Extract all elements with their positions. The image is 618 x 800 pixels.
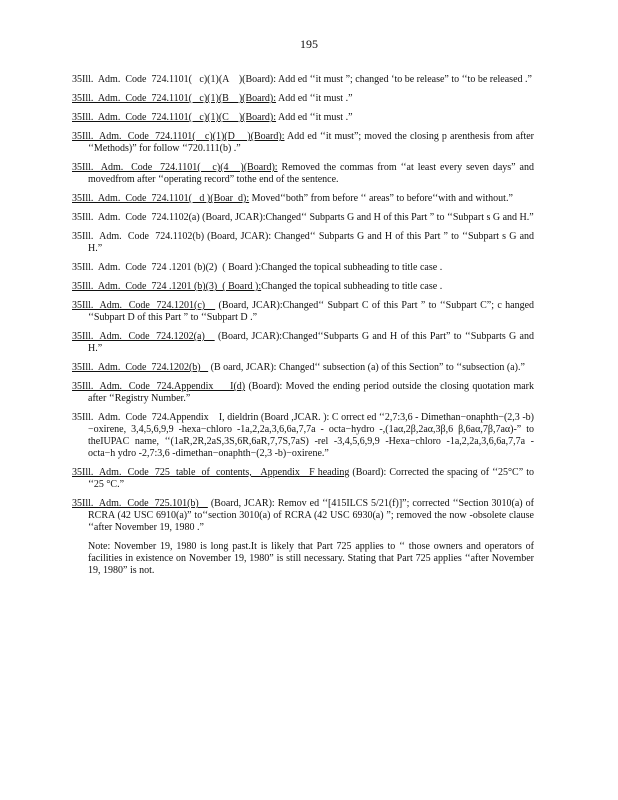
- amendment-text: (Board): Moved the ending period outside the closing quotation mark after ‘‘Registry Number.”: [88, 381, 535, 404]
- amendment-entry: [72, 262, 534, 274]
- code-citation: 35Ill. Adm. Code 724.1202(a): [72, 331, 215, 342]
- amendment-entry: [72, 412, 534, 460]
- code-citation: 35Ill. Adm. Code 724 .1201 (b)(2) ( Board ):: [72, 262, 262, 273]
- amendment-text: (Board, JCAR):Changed‘‘ Subpart C of this Part ” to ‘‘Subpart C”; c hanged ‘‘Subpart D of this Part ” to ‘‘Subpart D .”: [88, 300, 535, 323]
- amendment-text: (Board): Corrected the spacing of ‘‘25°C” to ‘‘25 °C.”: [88, 467, 535, 490]
- amendment-text: Removed the commas from ‘‘at least every seven days” and movedfrom after ‘‘operating record” tothe end of the sentence.: [88, 162, 534, 185]
- amendment-entry: [72, 112, 534, 124]
- amendment-entry: [72, 131, 534, 155]
- amendment-entry: [72, 300, 534, 324]
- code-citation: 35Ill. Adm. Code 724.1202(b): [72, 362, 209, 373]
- code-citation: 35Ill. Adm. Code 724.1101( c)(1)(B )(Board):: [72, 93, 277, 104]
- amendment-list: [72, 74, 534, 577]
- amendment-text: (B oard, JCAR): Changed‘‘ subsection (a) of this Section” to ‘‘subsection (a).”: [208, 362, 525, 373]
- amendment-entry: [72, 381, 534, 405]
- amendment-text: dieldrin (Board ,JCAR. ): C orrect ed ‘‘2,7:3,6 - Dimethan−onaphth−(2,3 -b)−oxirene, 3,4,5,6,9,9 -hexa−chloro -1a,2,2a,3,6,6a,7,7a - octa−hydro -,(1aα,2β,2aα,3β,6 β,6aα,7β,7aα)-” to theIUPAC name, ‘‘(1aR,2R,2aS,3S,6R,6aR,7,7S,7aS) -rel -3,4,5,6,9,9 -Hexa−chloro -1a,2,2a,3,6,6a,7,7a - octa−h ydro -2,7:3,6 -dimethan−onaphth−(2,3 -b)−oxirene.”: [88, 412, 534, 459]
- code-citation: 35Ill. Adm. Code 725.101(b): [72, 498, 208, 509]
- amendment-text: Add ed ‘‘it must .”: [276, 93, 353, 104]
- amendment-entry: [72, 212, 534, 224]
- code-citation: 35Ill. Adm. Code 724.Appendix I,: [72, 412, 225, 423]
- code-citation: 35Ill. Adm. Code 725 table of contents, Appendix F heading: [72, 467, 350, 478]
- code-citation: 35Ill. Adm. Code 724.1101( c)(1)(A )(Board):: [72, 74, 277, 85]
- amendment-text: Changed the topical subheading to title case .: [261, 262, 443, 273]
- amendment-entry: [72, 331, 534, 355]
- amendment-text: (Board, JCAR):Changed‘‘ Subparts G and H of this Part ” to ‘‘Subpart s G and H.”: [199, 212, 534, 223]
- amendment-entry: [72, 362, 534, 374]
- code-citation: 35Ill. Adm. Code 724.1101( d )(Boar d):: [72, 193, 250, 204]
- code-citation: 35Ill. Adm. Code 724.1101( c)(4 )(Board):: [72, 162, 278, 173]
- code-citation: 35Ill. Adm. Code 724.1101( c)(1)(C )(Board):: [72, 112, 277, 123]
- amendment-text: Add ed ‘‘it must”; moved the closing p arenthesis from after ‘‘Methods)” for follow ‘‘720.111(b) .”: [88, 131, 534, 154]
- code-citation: 35Ill. Adm. Code 724.Appendix I(d): [72, 381, 246, 392]
- code-citation: 35Ill. Adm. Code 724.1102(a): [72, 212, 200, 223]
- amendment-entry: [72, 281, 534, 293]
- page-number: 195: [300, 37, 318, 51]
- amendment-text: Add ed ‘‘it must .”: [276, 112, 353, 123]
- amendment-entry: [72, 498, 534, 534]
- amendment-entry: [72, 467, 534, 491]
- code-citation: 35Ill. Adm. Code 724.1201(c): [72, 300, 216, 311]
- amendment-entry: [72, 74, 534, 86]
- code-citation: 35Ill. Adm. Code 724 .1201 (b)(3) ( Board ):: [72, 281, 262, 292]
- amendment-text: Moved‘‘both” from before ‘‘ areas” to before‘‘with and without.”: [249, 193, 513, 204]
- code-citation: 35Ill. Adm. Code 724.1101( c)(1)(D )(Board):: [72, 131, 285, 142]
- amendment-text: (Board, JCAR): Changed‘‘ Subparts G and H of this Part ” to ‘‘Subpart s G and H.”: [88, 231, 535, 254]
- amendment-entry: [72, 193, 534, 205]
- amendment-text: (Board, JCAR): Remov ed ‘‘[415ILCS 5/21(f)]”; corrected ‘‘Section 3010(a) of RCRA (42 USC 6910(a)” to‘‘section 3010(a) of RCRA (42 USC 6930(a) ”; removed the now -obsolete clause ‘‘after November 19, 1980 .”: [88, 498, 534, 533]
- amendment-text: Add ed ‘‘it must ”; changed ‘to be release” to ‘‘to be released .”: [276, 74, 532, 85]
- amendment-text: Changed the topical subheading to title case .: [261, 281, 443, 292]
- amendment-text: (Board, JCAR):Changed‘‘Subparts G and H of this Part” to ‘‘Subparts G and H.”: [88, 331, 534, 354]
- amendment-entry: [72, 231, 534, 255]
- amendment-entry: [72, 93, 534, 105]
- code-citation: 35Ill. Adm. Code 724.1102(b): [72, 231, 205, 242]
- note-paragraph: Note: November 19, 1980 is long past.It is likely that Part 725 applies to ‘‘ those owners and operators of facilities in existence on November 19, 1980” is still necessary. Stating that Part 725 applies ‘‘after November 19, 1980” is not.: [88, 541, 534, 576]
- amendment-entry: [72, 162, 534, 186]
